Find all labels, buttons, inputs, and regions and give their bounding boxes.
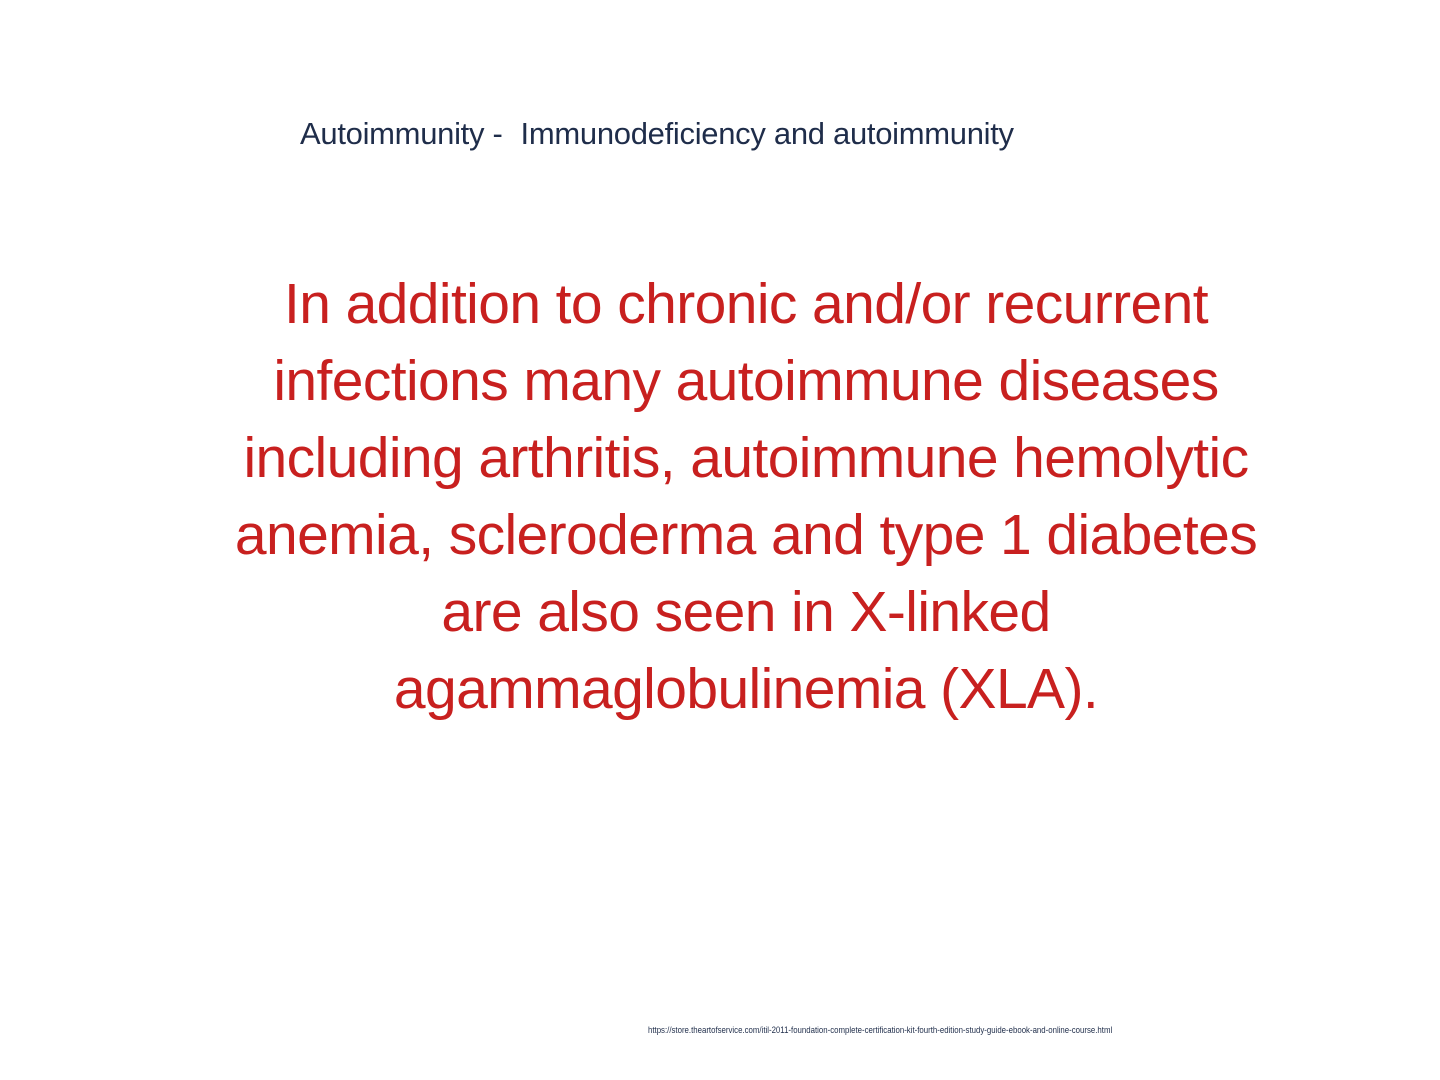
body-line-3: including arthritis, autoimmune hemolytic [243, 426, 1249, 490]
slide-body [150, 266, 1342, 726]
body-line-5: are also seen in X-linked [441, 580, 1051, 644]
body-line-1: In addition to chronic and/or recurrent [284, 272, 1208, 336]
body-line-2: infections many autoimmune diseases [273, 349, 1219, 413]
slide-title-subtopic: Immunodeficiency and autoimmunity [520, 116, 1014, 151]
footer-source-url: https://store.theartofservice.com/itil-2011-foundation-complete-certification-kit-fourth-edition-study-guide-ebook-and-online-course.html [648, 1025, 1113, 1035]
body-line-4: anemia, scleroderma and type 1 diabetes [234, 503, 1258, 567]
slide-title [300, 112, 1200, 156]
body-line-6: agammaglobulinemia (XLA). [393, 657, 1099, 721]
slide-title-topic: Autoimmunity - [300, 116, 503, 151]
